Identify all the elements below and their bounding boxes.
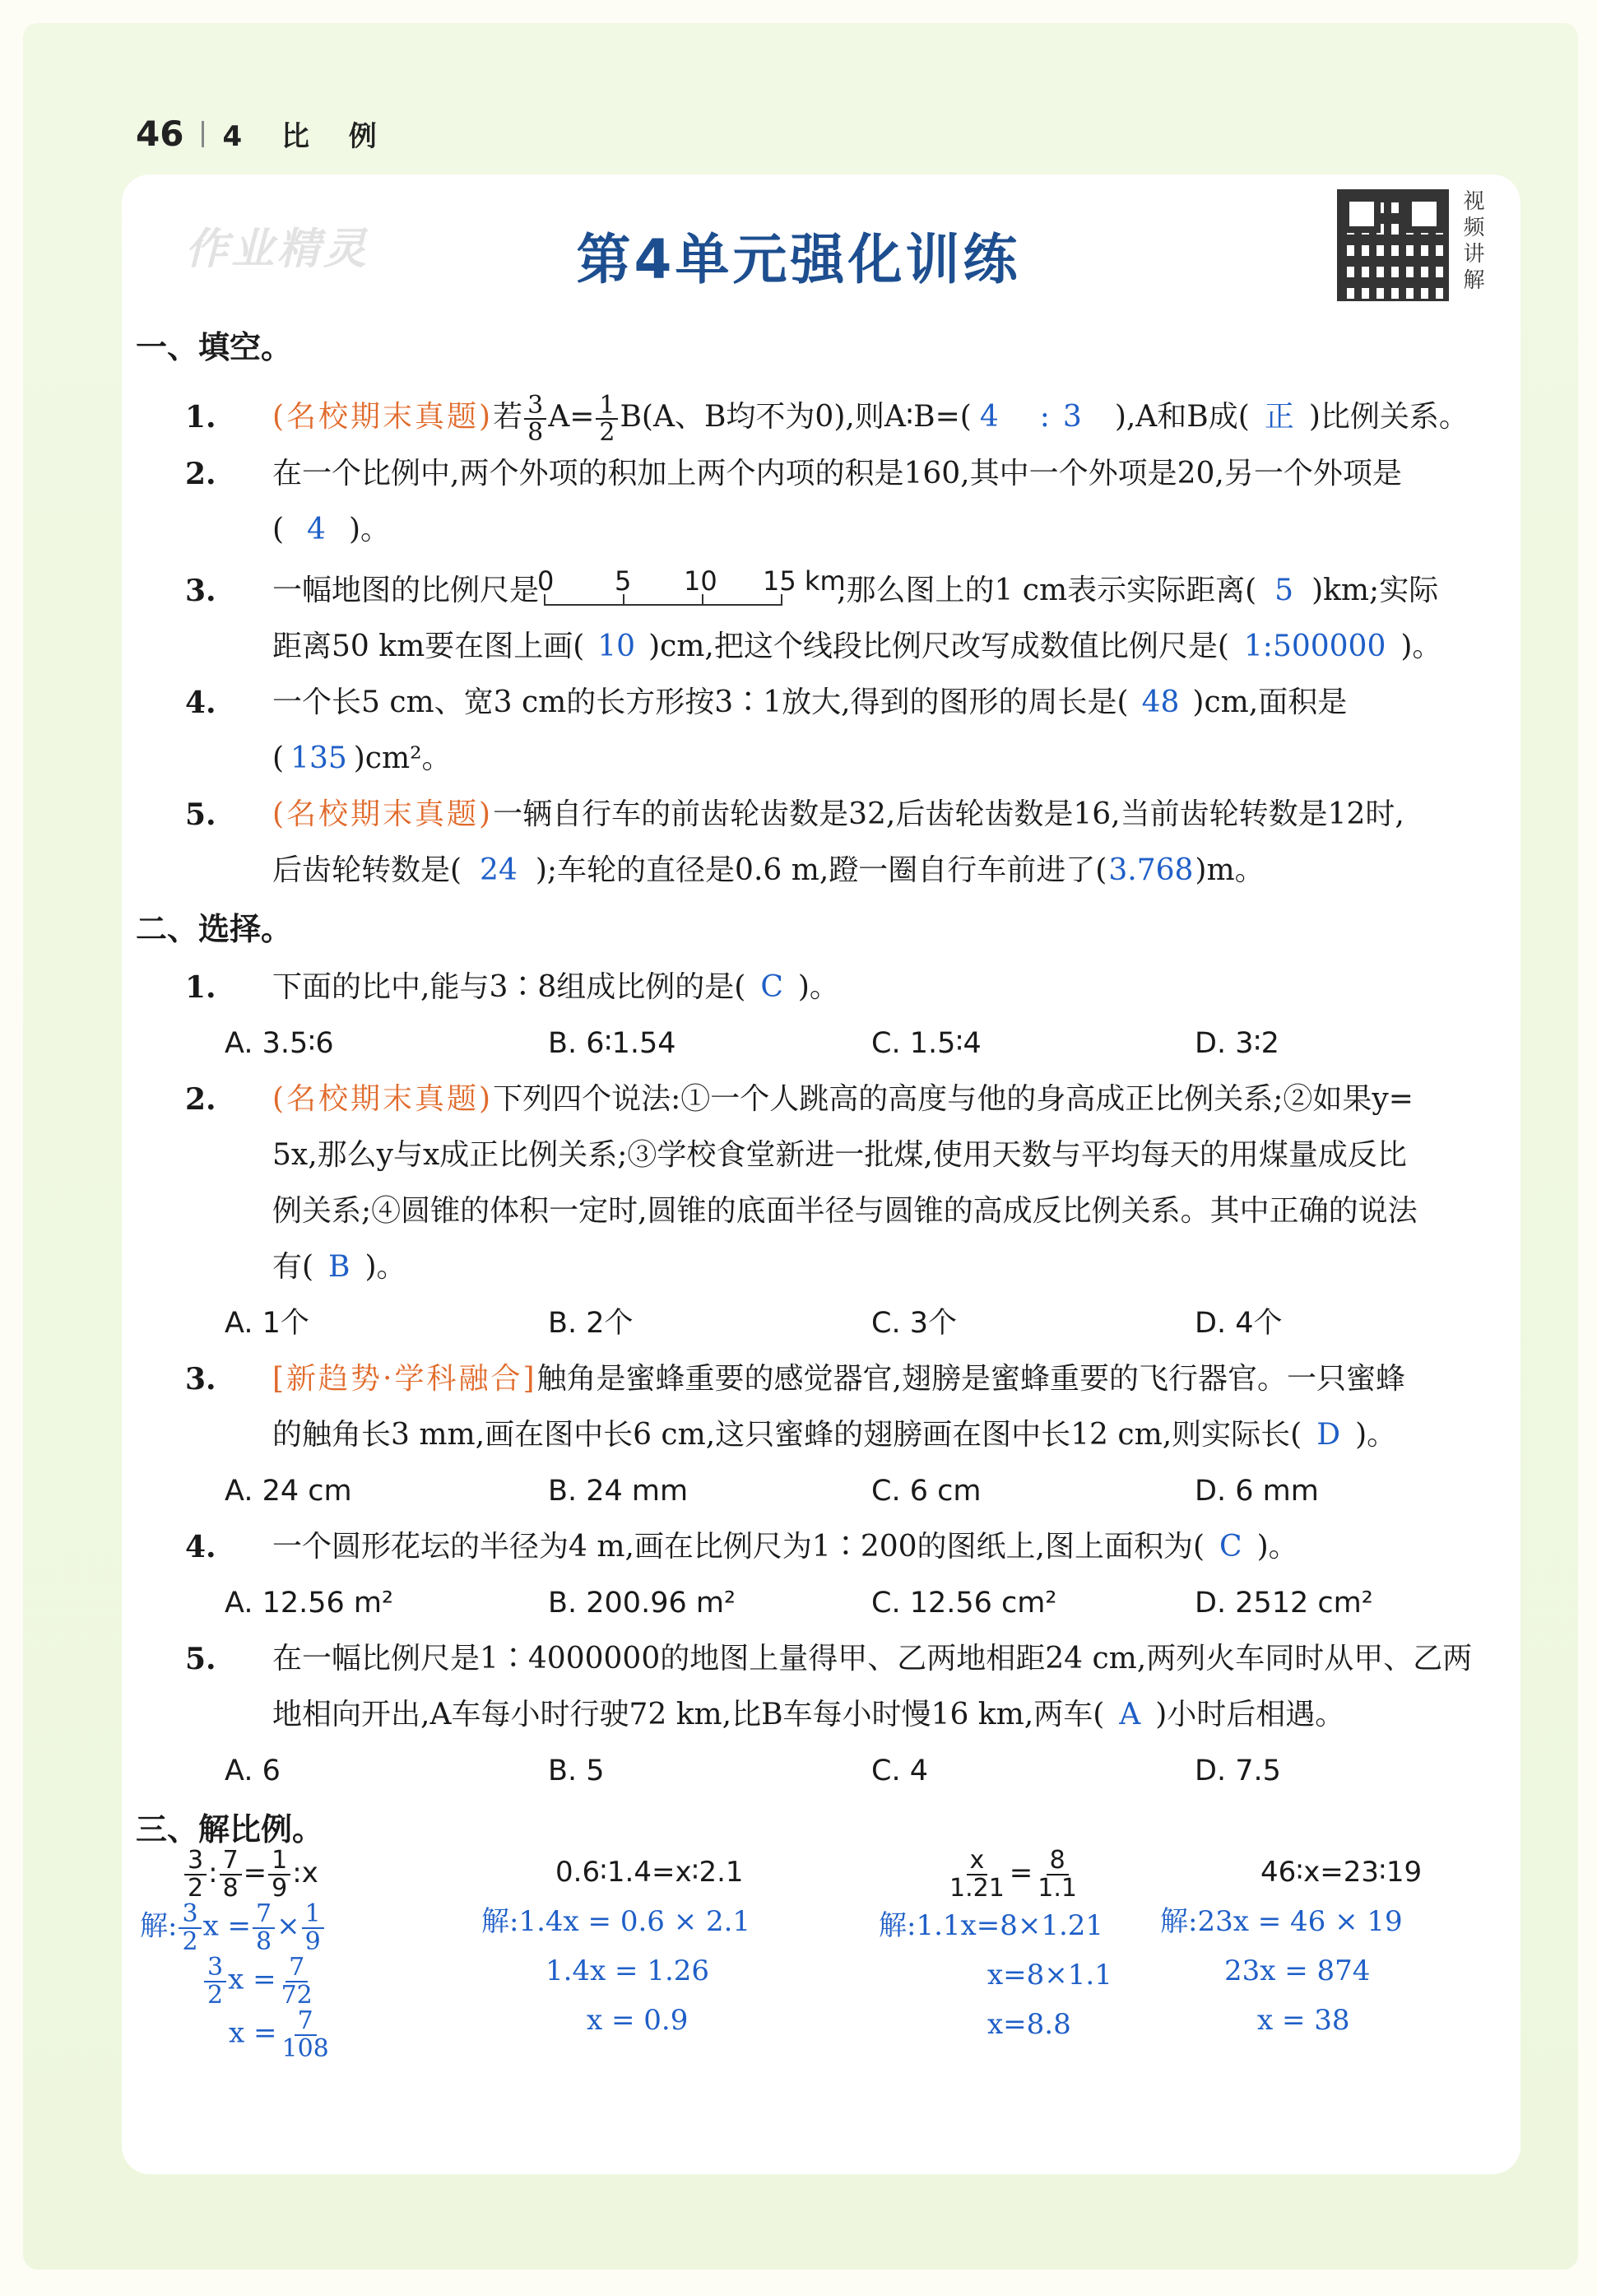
solution-step	[202, 1954, 334, 2008]
text: 在一幅比例尺是1∶4000000的地图上量得甲、乙两地相距24 cm,两列火车同时从甲、乙两	[272, 1641, 1473, 1676]
text: )。	[1355, 1417, 1397, 1452]
question-number: 4.	[185, 1529, 216, 1564]
fill-question-1	[136, 389, 1518, 446]
text: )。	[797, 969, 839, 1004]
solution-step	[1160, 1897, 1422, 1946]
denominator: 72	[281, 1980, 313, 2010]
fraction	[946, 1847, 1008, 1901]
solution-step	[140, 1901, 334, 1954]
qr-code-icon[interactable]	[1337, 189, 1449, 301]
text: 有(	[272, 1249, 314, 1284]
scale-label: 0	[537, 565, 555, 597]
text: 一幅地图的比例尺是	[272, 573, 540, 607]
solution-label: 解:	[1160, 1905, 1198, 1938]
text: 下列四个说法:①一个人跳高的高度与他的身高成正比例关系;②如果y=	[493, 1081, 1414, 1116]
question-number: 2.	[185, 1081, 216, 1117]
denominator: 1.1	[1038, 1873, 1078, 1903]
text: );车轮的直径是0.6 m,蹬一圈自行车前进了(	[535, 853, 1107, 887]
text: )km;实际	[1311, 573, 1439, 607]
question-number: 4.	[185, 685, 216, 720]
answer: 5	[1274, 573, 1294, 607]
question-number: 1.	[185, 400, 216, 435]
text: 地相向开出,A车每小时行驶72 km,比B车每小时慢16 km,两车(	[272, 1697, 1105, 1731]
fraction	[253, 1901, 275, 1954]
step-text: x =	[228, 1963, 276, 1996]
text: 触角是蜜蜂重要的感觉器官,翅膀是蜜蜂重要的飞行器官。一只蜜蜂	[536, 1361, 1405, 1396]
fraction	[220, 1847, 242, 1901]
qr-label: 视频讲解	[1460, 189, 1484, 295]
answer: 3.768	[1108, 853, 1194, 887]
answer: C	[1219, 1529, 1242, 1564]
step-text: 23x = 46 × 19	[1197, 1905, 1403, 1938]
solution-step: x = 0.9	[587, 2004, 689, 2037]
option-d[interactable]: D. 2512 cm²	[1195, 1586, 1373, 1620]
solution-step: x = 38	[1257, 2004, 1350, 2037]
answer: 4	[307, 512, 326, 546]
solution-step: x=8.8	[987, 2008, 1071, 2041]
problem-expression: 46∶x=23∶19	[1260, 1856, 1423, 1889]
answer: 3	[1062, 400, 1082, 434]
text: 若	[493, 400, 523, 434]
section-heading-choice: 二、选择。	[136, 910, 293, 947]
scale-label: 10	[684, 565, 717, 597]
option-b[interactable]: B. 200.96 m²	[548, 1586, 736, 1620]
problem-expression: 0.6∶1.4=x∶2.1	[555, 1856, 744, 1889]
choice-options-4	[225, 1575, 1518, 1631]
numerator: 1	[268, 1847, 290, 1875]
option-d[interactable]: D. 4个	[1195, 1306, 1283, 1340]
answer-colon: :	[1039, 400, 1050, 434]
denominator: 2	[182, 1927, 198, 1956]
question-number: 1.	[185, 969, 216, 1005]
page-header	[136, 114, 392, 154]
solution-step	[229, 2008, 334, 2061]
denominator: 9	[304, 1927, 321, 1956]
text: 后齿轮转数是(	[272, 853, 462, 887]
option-a[interactable]: A. 12.56 m²	[225, 1586, 394, 1620]
question-tag: (名校期末真题)	[272, 1081, 494, 1116]
option-b[interactable]: B. 2个	[548, 1306, 634, 1340]
text: 5x,那么y与x成正比例关系;③学校食堂新进一批煤,使用天数与平均每天的用煤量成反比	[272, 1137, 1407, 1172]
fraction	[278, 1954, 316, 2008]
option-b[interactable]: B. 24 mm	[548, 1474, 689, 1508]
solution-step: 23x = 874	[1224, 1954, 1371, 1987]
text: )cm,把这个线段比例尺改写成数值比例尺是(	[648, 629, 1229, 663]
text: 下面的比中,能与3∶8组成比例的是(	[272, 969, 746, 1004]
option-d[interactable]: D. 3∶2	[1195, 1026, 1279, 1060]
answer: B	[328, 1249, 351, 1284]
numerator: 7	[286, 1954, 308, 1982]
numerator: 3	[204, 1954, 226, 1982]
text: )比例关系。	[1308, 400, 1469, 434]
text: 例关系;④圆锥的体积一定时,圆锥的底面半径与圆锥的高成反比例关系。其中正确的说法	[272, 1193, 1418, 1228]
option-c[interactable]: C. 6 cm	[871, 1474, 982, 1508]
text: )小时后相遇。	[1155, 1697, 1345, 1731]
solution-step	[879, 1901, 1112, 1950]
choice-options-3	[225, 1463, 1518, 1519]
text: )m。	[1195, 853, 1265, 887]
denominator: 8	[527, 418, 544, 447]
answer: 48	[1141, 685, 1180, 719]
choice-question-3	[136, 1351, 1518, 1463]
question-tag: [新趋势·学科融合]	[272, 1361, 537, 1396]
question-number: 5.	[185, 797, 216, 832]
choice-options-5	[225, 1743, 1518, 1799]
scale-label: 5	[615, 565, 632, 597]
option-a[interactable]: A. 6	[225, 1754, 281, 1787]
ratio-sign: :	[208, 1857, 218, 1889]
numerator: 7	[220, 1847, 242, 1875]
scale-line	[544, 604, 782, 606]
fraction	[278, 2008, 332, 2061]
choice-question-2	[136, 1071, 1518, 1295]
denominator: 1.21	[949, 1873, 1005, 1903]
text: )cm²。	[353, 741, 452, 775]
fraction	[179, 1901, 201, 1954]
numerator: 1	[596, 393, 618, 421]
denominator: 8	[222, 1873, 239, 1903]
fill-question-2	[136, 446, 1518, 558]
solution-label: 解:	[481, 1905, 519, 1938]
section-name: 4 比 例	[222, 120, 392, 153]
answer: 24	[480, 853, 518, 887]
text: B(A、B均不为0),则A∶B=(	[620, 400, 972, 434]
header-divider	[202, 121, 204, 147]
choice-options-1	[225, 1016, 1518, 1071]
fraction	[302, 1901, 324, 1954]
answer: 4	[979, 400, 999, 434]
question-number: 2.	[185, 456, 216, 491]
question-number: 3.	[185, 1361, 216, 1397]
denominator: 2	[599, 418, 615, 447]
denominator: 2	[207, 1980, 224, 2010]
question-number: 5.	[185, 1641, 216, 1676]
text: 距离50 km要在图上画(	[272, 629, 585, 663]
answer: 135	[290, 741, 347, 775]
question-tag: (名校期末真题)	[272, 797, 494, 831]
option-c[interactable]: C. 4	[871, 1754, 928, 1787]
choice-question-4	[136, 1519, 1518, 1575]
option-d[interactable]: D. 7.5	[1195, 1754, 1281, 1787]
section-heading-solve: 三、解比例。	[136, 1810, 324, 1847]
choice-question-5	[136, 1631, 1518, 1743]
option-a[interactable]: A. 3.5∶6	[225, 1026, 334, 1060]
scale-label: 15 km	[763, 565, 846, 597]
option-d[interactable]: D. 6 mm	[1195, 1474, 1319, 1508]
denominator: 8	[256, 1927, 272, 1956]
text: ,那么图上的1 cm表示实际距离(	[837, 573, 1257, 607]
question-tag: (名校期末真题)	[272, 400, 494, 434]
step-text: 1.4x = 0.6 × 2.1	[518, 1905, 751, 1938]
numerator: 7	[253, 1901, 275, 1929]
option-b[interactable]: B. 5	[548, 1754, 605, 1787]
text: 一个圆形花坛的半径为4 m,画在比例尺为1∶200的图纸上,图上面积为(	[272, 1529, 1205, 1564]
solution-step	[481, 1897, 750, 1946]
numerator: 3	[179, 1901, 201, 1929]
option-c[interactable]: C. 12.56 cm²	[871, 1586, 1057, 1620]
fraction	[184, 1847, 207, 1901]
denominator: 2	[188, 1873, 204, 1903]
step-text: 1.1x=8×1.21	[916, 1909, 1104, 1942]
choice-question-1	[136, 960, 1518, 1016]
numerator: 3	[524, 393, 546, 421]
text: )。	[364, 1249, 406, 1284]
numerator: x	[967, 1847, 988, 1875]
text: A=	[548, 400, 595, 434]
text: )。	[1400, 629, 1442, 663]
option-b[interactable]: B. 6∶1.54	[548, 1026, 676, 1060]
numerator: 3	[184, 1847, 207, 1875]
fraction	[524, 390, 546, 447]
choice-options-2	[225, 1295, 1518, 1351]
times-sign: ×	[276, 1909, 300, 1943]
option-c[interactable]: C. 1.5∶4	[871, 1026, 982, 1060]
brand-logo: 作业精灵	[185, 225, 370, 274]
fraction	[596, 390, 618, 447]
denominator: 9	[272, 1873, 288, 1903]
equals-sign: =	[1009, 1857, 1033, 1889]
text: )。	[1256, 1529, 1298, 1564]
section-heading-fill: 一、填空。	[136, 329, 293, 365]
problem-expression	[945, 1847, 1112, 1901]
numerator: 1	[302, 1901, 324, 1929]
option-a[interactable]: A. 1个	[225, 1306, 309, 1340]
solution-step: x=8×1.1	[987, 1959, 1112, 1992]
solution-label: 解:	[879, 1909, 917, 1942]
page-title: 第4单元强化训练	[576, 228, 1021, 291]
question-number: 3.	[185, 573, 216, 608]
fill-question-3	[136, 563, 1518, 675]
text: 一辆自行车的前齿轮齿数是32,后齿轮齿数是16,当前齿轮转数是12时,	[493, 797, 1404, 831]
solve-problem-1	[140, 1847, 334, 2061]
answer: 1:500000	[1243, 629, 1386, 663]
step-text: x =	[202, 1909, 252, 1943]
text: ),A和B成(	[1114, 400, 1250, 434]
page-number: 46	[136, 114, 184, 154]
exercise-content	[136, 317, 1518, 1860]
numerator: 8	[1047, 1847, 1069, 1875]
answer: A	[1119, 1697, 1141, 1731]
answer: 10	[597, 629, 636, 663]
answer: 正	[1264, 400, 1294, 434]
answer: D	[1316, 1417, 1341, 1452]
scale-bar-diagram	[537, 565, 846, 617]
qr-block[interactable]	[1337, 189, 1488, 301]
solve-problem-3	[879, 1847, 1112, 2049]
step-text: x =	[229, 2016, 277, 2050]
text: 在一个比例中,两个外项的积加上两个内项的积是160,其中一个外项是20,另一个外项是	[272, 456, 1402, 490]
text: )cm,面积是(	[272, 685, 1348, 775]
answer: C	[760, 969, 783, 1004]
fill-question-5	[136, 787, 1518, 899]
text: )。	[348, 512, 390, 546]
option-c[interactable]: C. 3个	[871, 1306, 957, 1340]
denominator: 108	[281, 2033, 329, 2063]
text: (	[272, 512, 285, 546]
equals-sign: =	[243, 1857, 267, 1889]
fraction	[1034, 1847, 1080, 1901]
solve-problem-2	[481, 1847, 750, 2045]
text: 一个长5 cm、宽3 cm的长方形按3∶1放大,得到的图形的周长是(	[272, 685, 1129, 719]
numerator: 7	[295, 2008, 317, 2036]
ratio-term: :x	[292, 1857, 318, 1889]
problem-expression	[183, 1847, 334, 1901]
solve-problem-4	[1160, 1847, 1422, 2045]
fraction	[268, 1847, 290, 1901]
fraction	[204, 1954, 226, 2008]
solution-label: 解:	[140, 1909, 178, 1943]
solution-step: 1.4x = 1.26	[545, 1954, 710, 1987]
text: 的触角长3 mm,画在图中长6 cm,这只蜜蜂的翅膀画在图中长12 cm,则实际长(	[272, 1417, 1302, 1452]
option-a[interactable]: A. 24 cm	[225, 1474, 352, 1508]
fill-question-4	[136, 675, 1518, 787]
